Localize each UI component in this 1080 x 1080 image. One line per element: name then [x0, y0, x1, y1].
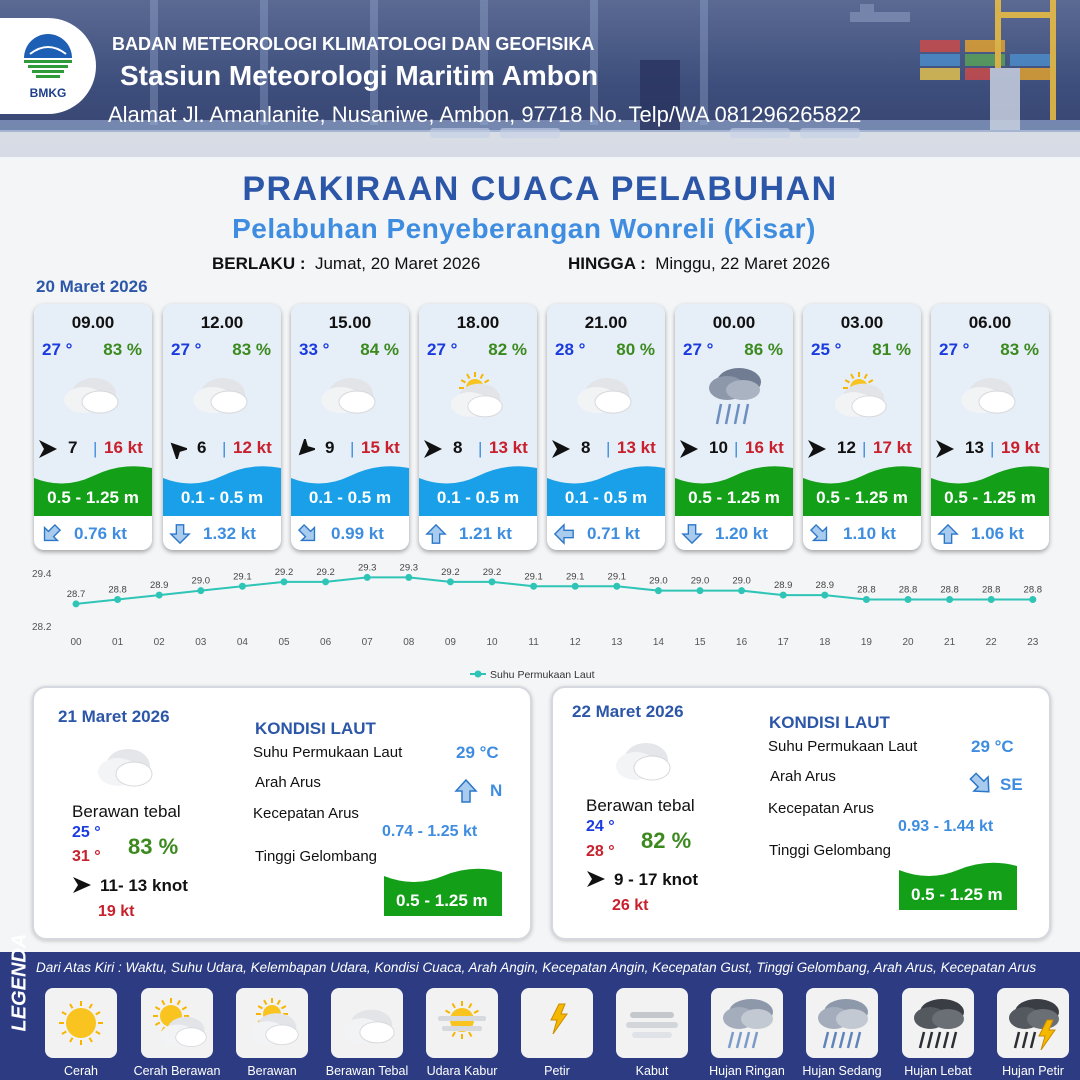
legend-item-label: Udara Kabur	[426, 1064, 498, 1078]
data-point	[697, 587, 704, 594]
legend-item-label: Kabut	[635, 1064, 669, 1078]
station-name: Stasiun Meteorologi Maritim Ambon	[120, 60, 599, 91]
card-time: 15.00	[328, 313, 372, 332]
current-speed-value: 0.93 - 1.44 kt	[898, 818, 994, 835]
x-tick-label: 02	[153, 637, 165, 648]
card-humidity: 80 %	[616, 340, 655, 359]
panel-temp-max: 31 °	[72, 848, 101, 865]
cerah-berawan-icon	[147, 994, 207, 1052]
legend-item-label: Cerah Berawan	[133, 1064, 221, 1078]
x-tick-label: 15	[694, 637, 706, 648]
card-temperature: 33 °	[299, 340, 330, 359]
legend-item-label: Berawan	[247, 1064, 297, 1078]
data-label: 28.8	[940, 584, 959, 596]
x-tick-label: 21	[944, 637, 956, 648]
x-tick-label: 11	[528, 637, 539, 648]
hujan-ringan-icon	[699, 364, 769, 428]
data-point	[655, 587, 662, 594]
current-speed-label: Kecepatan Arus	[253, 805, 359, 822]
legend-marker	[475, 671, 482, 678]
data-point	[447, 578, 454, 585]
panel-humidity: 82 %	[641, 828, 692, 853]
x-tick-label: 23	[1027, 637, 1039, 648]
legend-item-label: Petir	[544, 1064, 570, 1078]
berawan-icon	[827, 364, 897, 428]
card-wind-row	[679, 437, 789, 461]
wind-arrow-icon	[679, 439, 699, 459]
current-arrow-icon	[425, 523, 447, 545]
wind-arrow-icon	[38, 439, 58, 459]
current-speed-label: Kecepatan Arus	[768, 800, 874, 817]
berawan-icon	[443, 364, 513, 428]
sea-condition-heading: KONDISI LAUT	[769, 713, 890, 732]
wind-arrow-icon	[167, 439, 187, 459]
card-time: 06.00	[968, 313, 1012, 332]
card-wave-height: 0.1 - 0.5 m	[564, 488, 648, 507]
legend-item-label: Hujan Sedang	[802, 1064, 882, 1078]
data-point	[239, 583, 246, 590]
card-gust: 12 kt	[233, 438, 272, 457]
x-tick-label: 04	[236, 637, 248, 648]
legend-item	[997, 988, 1069, 1058]
forecast-date: 20 Maret 2026	[36, 277, 148, 296]
panel-date: 21 Maret 2026	[58, 707, 170, 726]
data-point	[322, 578, 329, 585]
hujan-ringan-icon	[717, 994, 777, 1052]
card-wind-speed: 12	[837, 438, 856, 457]
card-humidity: 83 %	[1000, 340, 1039, 359]
current-arrow-icon	[454, 778, 478, 804]
data-point	[613, 583, 620, 590]
legend-item	[616, 988, 688, 1058]
card-temperature: 27 °	[683, 340, 714, 359]
x-tick-label: 07	[361, 637, 373, 648]
data-label: 28.8	[857, 584, 876, 596]
cerah-icon	[51, 994, 111, 1052]
card-current-speed: 1.21 kt	[459, 524, 512, 543]
forecast-card	[803, 304, 921, 550]
data-point	[946, 596, 953, 603]
card-humidity: 84 %	[360, 340, 399, 359]
data-point	[281, 578, 288, 585]
data-point	[364, 574, 371, 581]
x-tick-label: 01	[112, 637, 124, 648]
sea-surface-temperature-chart	[30, 560, 1050, 685]
data-label: 29.2	[441, 566, 460, 578]
wind-arrow-icon	[935, 439, 955, 459]
current-arrow-icon	[553, 523, 575, 545]
page-title: PRAKIRAAN CUACA PELABUHAN	[242, 170, 838, 208]
card-current-row	[34, 516, 152, 550]
card-wind-row	[167, 437, 277, 461]
legend-item-label: Hujan Ringan	[709, 1064, 785, 1078]
card-wave-height: 0.5 - 1.25 m	[688, 488, 780, 507]
card-wind-row	[423, 437, 533, 461]
current-direction-value: N	[490, 781, 503, 800]
legend-item	[902, 988, 974, 1058]
data-label: 29.0	[690, 575, 710, 587]
card-current-speed: 1.10 kt	[843, 524, 896, 543]
x-tick-label: 06	[320, 637, 332, 648]
card-gust: 19 kt	[1001, 438, 1040, 457]
legend-item	[806, 988, 878, 1058]
x-tick-label: 16	[736, 637, 748, 648]
wave-height-label: Tinggi Gelombang	[255, 848, 378, 865]
legend-item-label: Hujan Lebat	[904, 1064, 972, 1078]
forecast-card	[547, 304, 665, 550]
card-separator: |	[478, 439, 483, 458]
legend-item	[331, 988, 403, 1058]
berawan-tebal-icon	[90, 740, 160, 790]
card-current-speed: 0.99 kt	[331, 524, 384, 543]
x-tick-label: 10	[486, 637, 498, 648]
data-label: 29.2	[316, 566, 335, 578]
card-time: 00.00	[712, 313, 756, 332]
series-line	[76, 577, 1033, 604]
legend-item	[711, 988, 783, 1058]
card-current-row	[419, 516, 537, 550]
wind-arrow-icon	[551, 439, 571, 459]
bmkg-logo	[0, 18, 96, 114]
berawan-icon	[242, 994, 302, 1052]
x-tick-label: 00	[70, 637, 82, 648]
card-separator: |	[990, 439, 995, 458]
valid-from-label: BERLAKU :	[212, 254, 306, 273]
forecast-card	[931, 304, 1049, 550]
current-direction-value: SE	[1000, 775, 1023, 794]
valid-to	[568, 254, 830, 274]
wind-arrow-icon	[295, 439, 315, 459]
legend-item-label: Berawan Tebal	[325, 1064, 409, 1078]
card-temperature: 25 °	[811, 340, 842, 359]
data-label: 29.2	[482, 566, 502, 578]
data-point	[988, 596, 995, 603]
card-separator: |	[222, 439, 227, 458]
panel-humidity: 83 %	[128, 834, 179, 859]
panel-temp-min: 24 °	[586, 818, 615, 835]
panel-temp-max: 28 °	[586, 843, 615, 860]
x-tick-label: 22	[985, 637, 997, 648]
data-label: 28.8	[898, 584, 918, 596]
forecast-card	[419, 304, 537, 550]
panel-wind-speed: 9 - 17 knot	[614, 870, 699, 889]
legend-item	[236, 988, 308, 1058]
page-subtitle: Pelabuhan Penyeberangan Wonreli (Kisar)	[232, 213, 816, 244]
card-current-row	[675, 516, 793, 550]
card-current-row	[163, 516, 281, 550]
valid-to-value: Minggu, 22 Maret 2026	[655, 254, 831, 273]
organization-name: BADAN METEOROLOGI KLIMATOLOGI DAN GEOFISIKA	[112, 34, 595, 54]
panel-temp-min: 25 °	[72, 824, 101, 841]
card-wind-speed: 8	[581, 438, 591, 457]
data-point	[738, 587, 745, 594]
card-gust: 17 kt	[873, 438, 912, 457]
card-wind-speed: 13	[965, 438, 984, 457]
card-current-speed: 1.32 kt	[203, 524, 256, 543]
card-current-row	[547, 516, 665, 550]
card-current-speed: 0.76 kt	[74, 524, 127, 543]
legend-item-label: Hujan Petir	[1002, 1064, 1064, 1078]
panel-wind-speed: 11- 13 knot	[100, 876, 188, 895]
wind-arrow-icon	[423, 439, 443, 459]
valid-from	[212, 254, 480, 274]
header-banner	[0, 0, 1080, 157]
card-wind-row	[551, 437, 661, 461]
data-label: 28.9	[815, 580, 835, 592]
card-separator: |	[93, 439, 98, 458]
legend-item	[45, 988, 117, 1058]
berawan-tebal-icon	[955, 364, 1025, 428]
y-tick-label: 29.4	[32, 569, 52, 580]
sst-value: 29 °C	[456, 743, 499, 762]
x-tick-label: 05	[278, 637, 290, 648]
x-tick-label: 17	[777, 637, 789, 648]
panel-date: 22 Maret 2026	[572, 702, 684, 721]
x-tick-label: 12	[569, 637, 581, 648]
current-arrow-icon	[40, 523, 62, 545]
hujan-lebat-icon	[908, 994, 968, 1052]
card-temperature: 28 °	[555, 340, 586, 359]
card-current-speed: 0.71 kt	[587, 524, 640, 543]
card-humidity: 83 %	[232, 340, 271, 359]
data-label: 28.9	[773, 580, 793, 592]
card-current-row	[291, 516, 409, 550]
wave-height-value: 0.5 - 1.25 m	[396, 891, 488, 910]
data-label: 29.3	[357, 562, 377, 574]
current-arrow-icon	[967, 770, 995, 798]
current-speed-value: 0.74 - 1.25 kt	[382, 823, 478, 840]
card-wind-speed: 10	[709, 438, 728, 457]
card-humidity: 83 %	[103, 340, 142, 359]
wave-height-label: Tinggi Gelombang	[769, 842, 892, 859]
card-humidity: 81 %	[872, 340, 911, 359]
card-wind-row	[935, 437, 1045, 461]
card-separator: |	[606, 439, 611, 458]
legend-item	[521, 988, 593, 1058]
card-separator: |	[734, 439, 739, 458]
y-tick-label: 28.2	[32, 622, 52, 633]
current-arrow-icon	[809, 523, 831, 545]
forecast-card	[163, 304, 281, 550]
bmkg-emblem-icon	[20, 32, 76, 82]
data-label: 29.1	[607, 571, 627, 583]
card-wind-row	[38, 437, 148, 461]
card-wave-height: 0.5 - 1.25 m	[47, 488, 139, 507]
wind-arrow-icon	[807, 439, 827, 459]
card-current-row	[803, 516, 921, 550]
forecast-card	[675, 304, 793, 550]
data-label: 29.2	[274, 566, 294, 578]
sst-label: Suhu Permukaan Laut	[768, 738, 918, 755]
sea-condition-heading: KONDISI LAUT	[255, 719, 376, 738]
berawan-tebal-icon	[337, 994, 397, 1052]
card-wave-height: 0.5 - 1.25 m	[944, 488, 1036, 507]
forecast-panel-day3	[551, 686, 1051, 940]
card-separator: |	[862, 439, 867, 458]
legend-item	[426, 988, 498, 1058]
sst-label: Suhu Permukaan Laut	[253, 744, 403, 761]
current-arrow-icon	[937, 523, 959, 545]
card-current-speed: 1.06 kt	[971, 524, 1024, 543]
data-label: 28.8	[1023, 584, 1043, 596]
data-point	[114, 596, 121, 603]
current-direction-label: Arah Arus	[770, 768, 836, 785]
card-wind-speed: 9	[325, 438, 335, 457]
wave-height-value: 0.5 - 1.25 m	[911, 885, 1003, 904]
hujan-sedang-icon	[812, 994, 872, 1052]
card-temperature: 27 °	[427, 340, 458, 359]
card-wave-height: 0.1 - 0.5 m	[436, 488, 520, 507]
card-gust: 15 kt	[361, 438, 400, 457]
data-label: 28.9	[149, 580, 169, 592]
legend-item-label: Cerah	[63, 1064, 99, 1078]
card-humidity: 82 %	[488, 340, 527, 359]
card-time: 09.00	[71, 313, 115, 332]
wind-arrow-icon	[586, 870, 606, 888]
data-point	[489, 578, 496, 585]
station-address: Alamat Jl. Amanlanite, Nusaniwe, Ambon, 97718 No. Telp/WA 081296265822	[108, 102, 862, 127]
panel-condition: Berawan tebal	[72, 802, 181, 821]
card-time: 03.00	[840, 313, 884, 332]
legend-bar	[0, 933, 1080, 1080]
data-label: 29.1	[565, 571, 585, 583]
data-point	[197, 587, 204, 594]
data-label: 29.0	[732, 575, 751, 587]
data-point	[405, 574, 412, 581]
logo-label: BMKG	[29, 86, 67, 100]
x-tick-label: 19	[860, 637, 872, 648]
wind-arrow-icon	[72, 876, 92, 894]
card-wind-speed: 7	[68, 438, 78, 457]
panel-gust: 19 kt	[98, 903, 135, 920]
x-tick-label: 09	[444, 637, 456, 648]
forecast-card	[34, 304, 152, 550]
valid-from-value: Jumat, 20 Maret 2026	[314, 254, 481, 273]
card-wind-row	[295, 437, 405, 461]
data-label: 29.0	[649, 575, 668, 587]
x-tick-label: 08	[403, 637, 415, 648]
panel-gust: 26 kt	[612, 897, 649, 914]
x-tick-label: 03	[195, 637, 207, 648]
berawan-tebal-icon	[608, 734, 678, 784]
card-temperature: 27 °	[939, 340, 970, 359]
hujan-petir-icon	[1003, 994, 1063, 1052]
udara-kabur-icon	[432, 994, 492, 1052]
card-wave-height: 0.5 - 1.25 m	[816, 488, 908, 507]
current-direction-label: Arah Arus	[255, 774, 321, 791]
data-label: 29.3	[399, 562, 419, 574]
card-gust: 16 kt	[745, 438, 784, 457]
legend-title: LEGENDA	[8, 933, 31, 1032]
card-gust: 13 kt	[489, 438, 528, 457]
current-arrow-icon	[681, 523, 703, 545]
petir-icon	[527, 994, 587, 1052]
data-point	[530, 583, 537, 590]
x-tick-label: 18	[819, 637, 831, 648]
x-tick-label: 13	[611, 637, 623, 648]
data-label: 28.7	[66, 588, 86, 600]
card-time: 12.00	[200, 313, 244, 332]
berawan-tebal-icon	[315, 364, 385, 428]
kabut-icon	[622, 994, 682, 1052]
data-label: 29.0	[191, 575, 211, 587]
card-temperature: 27 °	[42, 340, 73, 359]
data-point	[821, 592, 828, 599]
card-gust: 13 kt	[617, 438, 656, 457]
legend-label: Suhu Permukaan Laut	[490, 669, 595, 681]
x-tick-label: 14	[652, 637, 664, 648]
card-humidity: 86 %	[744, 340, 783, 359]
legend-item	[141, 988, 213, 1058]
data-label: 29.1	[233, 571, 252, 583]
card-time: 18.00	[456, 313, 500, 332]
card-wind-speed: 8	[453, 438, 463, 457]
current-arrow-icon	[297, 523, 319, 545]
card-gust: 16 kt	[104, 438, 143, 457]
berawan-tebal-icon	[58, 364, 128, 428]
data-label: 28.8	[981, 584, 1001, 596]
data-point	[863, 596, 870, 603]
berawan-tebal-icon	[571, 364, 641, 428]
data-point	[156, 592, 163, 599]
card-current-speed: 1.20 kt	[715, 524, 768, 543]
card-temperature: 27 °	[171, 340, 202, 359]
card-wind-row	[807, 437, 917, 461]
panel-condition: Berawan tebal	[586, 796, 695, 815]
berawan-tebal-icon	[187, 364, 257, 428]
data-point	[572, 583, 579, 590]
data-point	[905, 596, 912, 603]
card-wave-height: 0.1 - 0.5 m	[308, 488, 392, 507]
forecast-card	[291, 304, 409, 550]
data-label: 28.8	[108, 584, 127, 596]
card-wave-height: 0.1 - 0.5 m	[180, 488, 264, 507]
legend-description: Dari Atas Kiri : Waktu, Suhu Udara, Kelembapan Udara, Kondisi Cuaca, Arah Angin, Kecepatan Angin, Kecepatan Gust, Tinggi Gelombang, Arah Arus, Kecepatan Arus	[36, 960, 1037, 975]
card-separator: |	[350, 439, 355, 458]
card-time: 21.00	[584, 313, 628, 332]
data-point	[1029, 596, 1036, 603]
forecast-panel-day2	[32, 686, 532, 940]
data-label: 29.1	[524, 571, 543, 583]
current-arrow-icon	[169, 523, 191, 545]
card-current-row	[931, 516, 1049, 550]
sst-value: 29 °C	[971, 737, 1014, 756]
data-point	[73, 600, 80, 607]
valid-to-label: HINGGA :	[568, 254, 646, 273]
data-point	[780, 592, 787, 599]
x-tick-label: 20	[902, 637, 914, 648]
card-wind-speed: 6	[197, 438, 207, 457]
